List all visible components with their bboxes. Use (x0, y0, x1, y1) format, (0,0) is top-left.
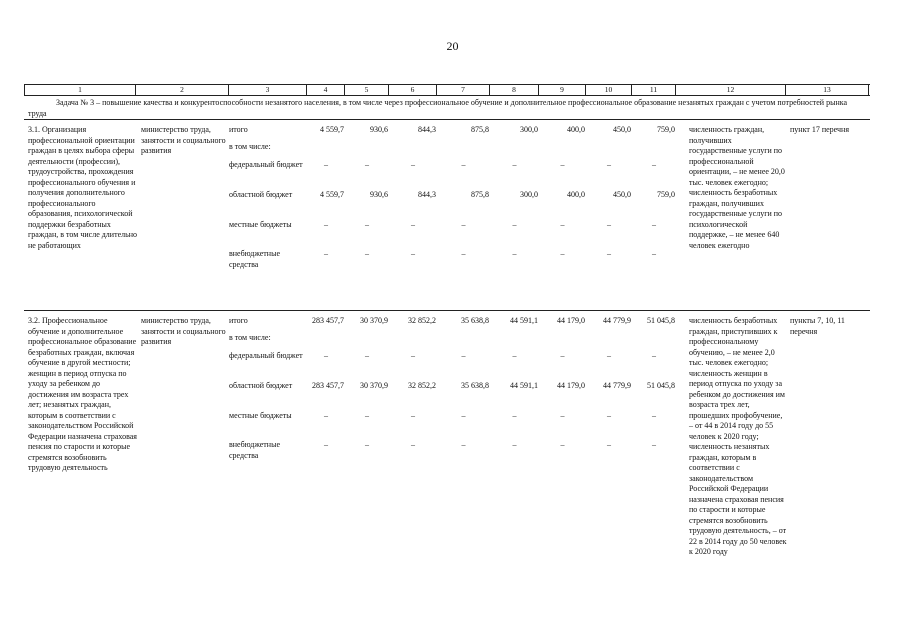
funding-value: 4 559,7 (320, 190, 344, 199)
funding-value: – (512, 440, 517, 449)
funding-source-label: областной бюджет (229, 381, 293, 390)
funding-value: 51 045,8 (647, 316, 675, 325)
funding-value: – (461, 160, 466, 169)
funding-value: 4 559,7 (320, 125, 344, 134)
column-number: 12 (676, 85, 786, 95)
funding-value: – (607, 220, 611, 229)
funding-value: 300,0 (520, 190, 538, 199)
funding-source-label: итого (229, 125, 248, 134)
funding-value: 844,3 (418, 125, 436, 134)
funding-value: – (652, 160, 656, 169)
funding-value: 30 370,9 (360, 381, 388, 390)
measure-name: 3.1. Организация профессиональной ориентации граждан в целях выбора сферы деятельности (профессии), трудоустройства, прохождения профессионального обучения и получения дополнительного профессионального образования, психологической поддержки безработных граждан, в том числе длительно не работающих (28, 125, 138, 250)
column-number: 11 (632, 85, 676, 95)
funding-value: – (652, 351, 656, 360)
executor: министерство труда, занятости и социального развития (141, 125, 226, 155)
funding-source-label: внебюджетные средства (229, 249, 280, 269)
funding-value: – (411, 411, 415, 420)
table-row (24, 311, 870, 631)
funding-row-regional (24, 381, 870, 391)
funding-value: – (365, 160, 369, 169)
funding-value: – (652, 220, 656, 229)
funding-source-label: областной бюджет (229, 190, 293, 199)
funding-row-regional (24, 190, 870, 200)
funding-value: – (652, 411, 656, 420)
funding-value: 930,6 (370, 190, 388, 199)
funding-value: 44 179,0 (557, 316, 585, 325)
funding-row-total (24, 316, 870, 326)
column-number: 6 (389, 85, 437, 95)
funding-value: 759,0 (657, 125, 675, 134)
funding-value: 300,0 (520, 125, 538, 134)
task-title: Задача № 3 – повышение качества и конкурентоспособности незанятого населения, в том числе через профессиональное обучение и дополнительное профессиональное образование незанятых граждан с учетом потребностей рынка труда (24, 96, 870, 120)
funding-value: – (461, 440, 466, 449)
column-number: 5 (345, 85, 389, 95)
column-number: 8 (490, 85, 539, 95)
funding-value: 450,0 (613, 125, 631, 134)
funding-value: 35 638,8 (461, 381, 489, 390)
funding-value: – (365, 351, 369, 360)
funding-value: – (411, 351, 415, 360)
funding-source-label: федеральный бюджет (229, 351, 303, 360)
funding-row-local (24, 220, 870, 230)
funding-value: – (461, 411, 466, 420)
funding-source-label: в том числе: (229, 142, 271, 151)
funding-source-label: внебюджетные средства (229, 440, 280, 460)
column-number: 2 (136, 85, 229, 95)
funding-value: 930,6 (370, 125, 388, 134)
funding-row-federal (24, 351, 870, 361)
funding-value: 32 852,2 (408, 316, 436, 325)
funding-value: 44 591,1 (510, 316, 538, 325)
funding-value: – (607, 249, 611, 258)
column-number-header (24, 84, 870, 96)
funding-row-federal (24, 160, 870, 170)
funding-value: 875,8 (471, 190, 489, 199)
funding-value: 283 457,7 (312, 381, 344, 390)
funding-value: – (560, 220, 565, 229)
funding-source-label: федеральный бюджет (229, 160, 303, 169)
funding-value: – (607, 351, 611, 360)
funding-value: – (652, 440, 656, 449)
indicator-text: численность безработных граждан, приступивших к профессиональному обучению, – не менее 2,0 тыс. человек ежегодно; численность женщин в период отпуска по уходу за ребенком до достижения им возраста трех лет, прошедших профобучение, – от 44 в 2014 году до 55 человек к 2020 году; численность незанятых граждан, которым в соответствии с законодательством Российской Федерации назначена страховая пенсия по старости и которые стремятся возобновить трудовую деятельность, – от 22 в 2014 году до 50 человек к 2020 году (689, 316, 787, 556)
funding-value: 283 457,7 (312, 316, 344, 325)
program-table (24, 84, 870, 631)
funding-value: – (560, 351, 565, 360)
funding-source-label: местные бюджеты (229, 411, 292, 420)
reference: пункт 17 перечня (790, 125, 850, 134)
funding-value: 44 779,9 (603, 381, 631, 390)
funding-value: 450,0 (613, 190, 631, 199)
funding-row-extrabudgetary (24, 440, 870, 460)
funding-value: 44 591,1 (510, 381, 538, 390)
funding-value: 400,0 (567, 190, 585, 199)
funding-value: 51 045,8 (647, 381, 675, 390)
funding-value: – (607, 411, 611, 420)
funding-source-label: в том числе: (229, 333, 271, 342)
funding-value: – (652, 249, 656, 258)
column-number: 3 (229, 85, 307, 95)
measure-name: 3.2. Профессиональное обучение и дополнительное профессиональное образование безработных граждан, включая обучение в другой местности; женщин в период отпуска по уходу за ребенком до достижения им возраста трех лет; незанятых граждан, которым в соответствии с законодательством Российской Федерации назначена страховая пенсия по старости и которые стремятся возобновить трудовую деятельность (28, 316, 137, 472)
column-number: 9 (539, 85, 586, 95)
funding-row-total (24, 125, 870, 135)
funding-value: – (512, 411, 517, 420)
funding-value: 400,0 (567, 125, 585, 134)
funding-value: – (461, 351, 466, 360)
funding-value: – (411, 220, 415, 229)
funding-value: 759,0 (657, 190, 675, 199)
funding-value: 35 638,8 (461, 316, 489, 325)
funding-value: 32 852,2 (408, 381, 436, 390)
page-number: 20 (446, 39, 459, 53)
funding-value: – (365, 220, 369, 229)
funding-value: – (365, 249, 369, 258)
funding-value: – (324, 220, 328, 229)
funding-value: – (324, 160, 328, 169)
funding-value: – (461, 249, 466, 258)
funding-value: 44 179,0 (557, 381, 585, 390)
column-number: 4 (307, 85, 345, 95)
column-number: 7 (437, 85, 490, 95)
funding-value: 30 370,9 (360, 316, 388, 325)
funding-value: – (365, 440, 369, 449)
funding-value: – (324, 249, 328, 258)
funding-value: – (324, 440, 328, 449)
funding-row-extrabudgetary (24, 249, 870, 269)
funding-source-label: местные бюджеты (229, 220, 292, 229)
executor: министерство труда, занятости и социального развития (141, 316, 226, 346)
funding-value: – (607, 160, 611, 169)
funding-value: – (461, 220, 466, 229)
funding-value: – (512, 249, 517, 258)
column-number: 13 (786, 85, 869, 95)
funding-row-including (24, 142, 870, 152)
funding-source-label: итого (229, 316, 248, 325)
column-number: 1 (24, 85, 136, 95)
indicator-text: численность граждан, получивших государственные услуги по профессиональной ориентации, – не менее 20,0 тыс. человек ежегодно; численность безработных граждан, получивших государственные услуги по психологической поддержке, – не менее 640 человек ежегодно (689, 125, 785, 250)
funding-value: 875,8 (471, 125, 489, 134)
funding-value: – (560, 411, 565, 420)
funding-value: – (607, 440, 611, 449)
funding-value: – (512, 160, 517, 169)
column-number: 10 (586, 85, 632, 95)
funding-row-including (24, 333, 870, 343)
funding-value: 44 779,9 (603, 316, 631, 325)
funding-value: – (411, 249, 415, 258)
funding-value: – (411, 440, 415, 449)
funding-value: – (560, 440, 565, 449)
funding-value: – (512, 351, 517, 360)
funding-value: – (560, 249, 565, 258)
table-row (24, 120, 870, 311)
funding-value: – (324, 411, 328, 420)
funding-row-local (24, 411, 870, 421)
funding-value: – (512, 220, 517, 229)
funding-value: – (560, 160, 565, 169)
funding-value: – (365, 411, 369, 420)
reference: пункты 7, 10, 11 перечня (790, 316, 845, 336)
funding-value: 844,3 (418, 190, 436, 199)
funding-value: – (411, 160, 415, 169)
funding-value: – (324, 351, 328, 360)
